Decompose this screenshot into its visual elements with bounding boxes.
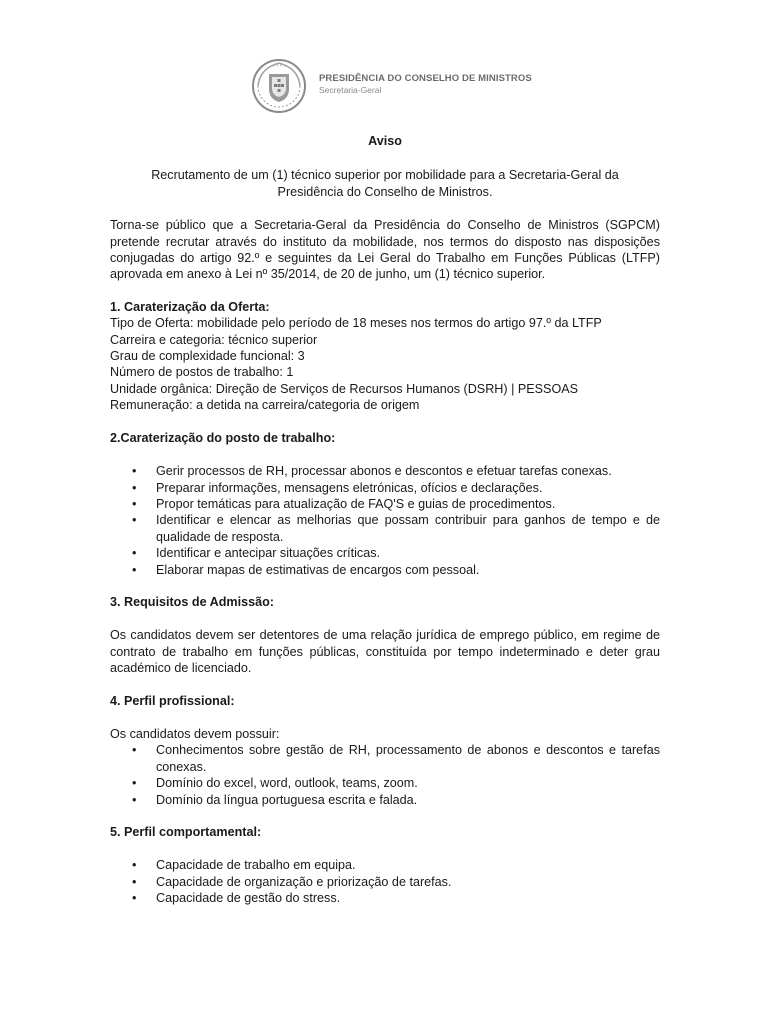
list-item: • Gerir processos de RH, processar abonos e descontos e efetuar tarefas conexas.: [110, 463, 660, 479]
org-subtitle: Secretaria-Geral: [319, 85, 382, 95]
document-subtitle: Recrutamento de um (1) técnico superior por mobilidade para a Secretaria-Geral da Presidência do Conselho de Ministros.: [151, 168, 619, 199]
portuguese-coat-of-arms-icon: [250, 58, 308, 114]
list-item: • Propor temáticas para atualização de FAQ'S e guias de procedimentos.: [110, 496, 660, 512]
list-item: • Capacidade de gestão do stress.: [110, 890, 660, 906]
intro-paragraph: Torna-se público que a Secretaria-Geral da Presidência do Conselho de Ministros (SGPCM) pretende recrutar através do instituto da mobilidade, nos termos do disposto nas disposições conjugadas do artigo 92.º e seguintes da Lei Geral do Trabalho em Funções Públicas (LTFP) aprovada em anexo à Lei nº 35/2014, de 20 de junho, um (1) técnico superior.: [110, 218, 660, 282]
section-4-heading: 4. Perfil profissional:: [110, 693, 235, 708]
offer-type: Tipo de Oferta: mobilidade pelo período de 18 meses nos termos do artigo 97.º da LTFP: [110, 316, 602, 331]
document-title: Aviso: [368, 134, 402, 148]
offer-details: [110, 315, 660, 413]
list-item: • Elaborar mapas de estimativas de encargos com pessoal.: [110, 562, 660, 578]
profile-intro: Os candidatos devem possuir:: [110, 726, 280, 741]
section-5-heading: 5. Perfil comportamental:: [110, 825, 262, 839]
list-item: • Preparar informações, mensagens eletrónicas, ofícios e declarações.: [110, 480, 660, 496]
job-duties-list: [110, 463, 660, 578]
offer-complexity: Grau de complexidade funcional: 3: [110, 349, 305, 364]
section-1-heading: 1. Caraterização da Oferta:: [110, 299, 270, 314]
offer-unit: Unidade orgânica: Direção de Serviços de Recursos Humanos (DSRH) | PESSOAS: [110, 381, 579, 396]
section-2-heading: 2.Caraterização do posto de trabalho:: [110, 430, 336, 445]
professional-profile-list: [110, 742, 660, 808]
requirements-paragraph: Os candidatos devem ser detentores de uma relação jurídica de emprego público, em regime de contrato de trabalho em funções públicas, constituída por tempo indeterminado e deter grau académico de licenciado.: [110, 628, 660, 676]
document-body: [110, 133, 660, 907]
list-item: • Domínio do excel, word, outlook, teams, zoom.: [110, 775, 660, 791]
list-item: • Domínio da língua portuguesa escrita e falada.: [110, 792, 660, 808]
offer-career: Carreira e categoria: técnico superior: [110, 332, 318, 347]
section-3-heading: 3. Requisitos de Admissão:: [110, 594, 274, 609]
letterhead: [250, 58, 550, 114]
offer-pay: Remuneração: a detida na carreira/categoria de origem: [110, 398, 420, 413]
behavioral-profile-list: [110, 857, 660, 906]
list-item: • Identificar e elencar as melhorias que possam contribuir para ganhos de tempo e de qualidade de resposta.: [110, 512, 660, 545]
list-item: • Capacidade de organização e priorização de tarefas.: [110, 874, 660, 890]
list-item: • Capacidade de trabalho em equipa.: [110, 857, 660, 873]
list-item: • Conhecimentos sobre gestão de RH, processamento de abonos e descontos e tarefas conexas.: [110, 742, 660, 775]
offer-positions: Número de postos de trabalho: 1: [110, 365, 294, 380]
list-item: • Identificar e antecipar situações críticas.: [110, 545, 660, 561]
org-name: PRESIDÊNCIA DO CONSELHO DE MINISTROS: [319, 73, 532, 84]
